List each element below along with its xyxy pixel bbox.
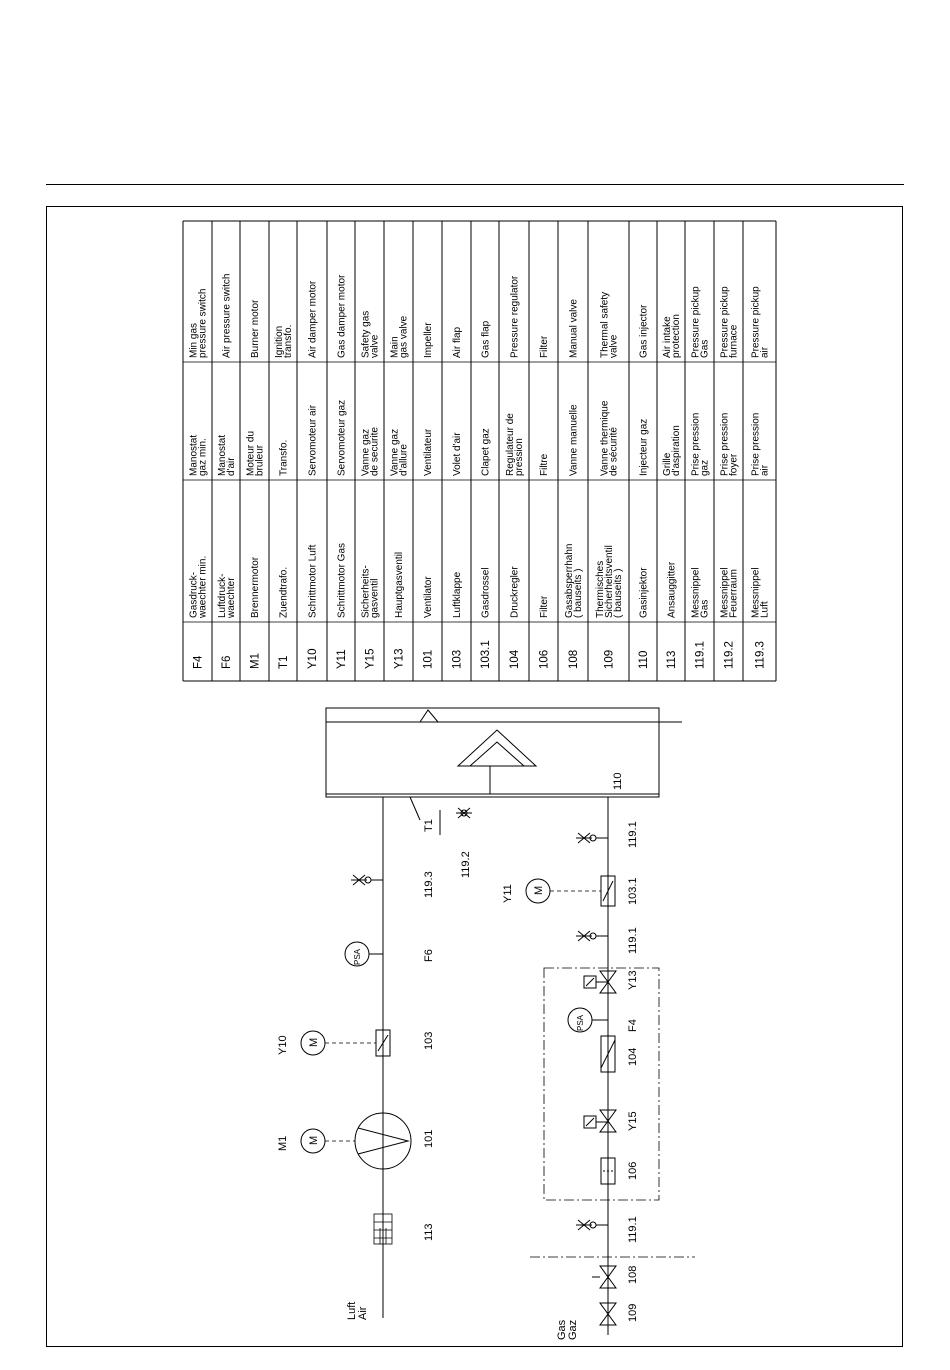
legend-m1-de: Brennermotor bbox=[250, 556, 261, 618]
legend-119-2-fr: foyer bbox=[728, 453, 740, 476]
label-f6: F6 bbox=[423, 949, 435, 962]
legend-f4-de: Gasdruck- bbox=[188, 571, 200, 618]
legend-104-en: Pressure regulator bbox=[509, 275, 521, 358]
legend-y15-fr: de securite bbox=[369, 427, 381, 476]
legend-f6-fr: Manostat bbox=[217, 434, 228, 476]
label-108: 108 bbox=[627, 1265, 639, 1284]
legend-109-code: 109 bbox=[603, 649, 616, 669]
legend-f4-fr: gaz min. bbox=[197, 438, 209, 476]
legend-106-de: Filter bbox=[539, 595, 550, 618]
legend-103-code: 103 bbox=[451, 649, 464, 669]
legend-t1-en: Ignition bbox=[274, 325, 285, 358]
legend-f6-fr: d'air bbox=[226, 457, 237, 476]
legend-y10-en: Air damper motor bbox=[307, 280, 319, 358]
legend-119-1-fr: Prise pression bbox=[690, 412, 702, 476]
label-106: 106 bbox=[627, 1161, 639, 1180]
legend-103-1-de: Gasdrossel bbox=[480, 567, 492, 618]
legend-104-fr: Regulateur de bbox=[505, 413, 516, 476]
label-103: 103 bbox=[423, 1031, 435, 1050]
legend-119-3-en: air bbox=[759, 346, 771, 358]
legend-119-1-de: Gas bbox=[699, 599, 711, 618]
motor-m-3: M bbox=[533, 885, 545, 895]
label-t1: T1 bbox=[423, 819, 435, 832]
legend-113-code: 113 bbox=[666, 650, 678, 669]
label-m1: M1 bbox=[277, 1135, 289, 1151]
legend-y11-code: Y11 bbox=[336, 649, 348, 669]
pressure-nipple-3 bbox=[576, 931, 608, 941]
legend-y15-en: valve bbox=[369, 334, 381, 358]
legend-108-code: 108 bbox=[568, 649, 580, 669]
legend-101-en: Impeller bbox=[423, 322, 434, 358]
legend-y13-en: Main bbox=[389, 336, 401, 358]
legend-108-de: ( bauseits ) bbox=[573, 568, 584, 618]
legend-109-fr: Vanne thermique bbox=[599, 400, 611, 476]
legend-f4-en: Min gas bbox=[188, 322, 200, 358]
legend-y10-de: Schrittmotor Luft bbox=[307, 544, 319, 618]
motor-m-2: M bbox=[308, 1135, 320, 1145]
legend-103-fr: Volet d'air bbox=[452, 432, 463, 476]
legend-f4-en: pressure switch bbox=[197, 288, 209, 358]
label-y10: Y10 bbox=[277, 1035, 289, 1055]
legend-y13-fr: d'allure bbox=[398, 444, 410, 476]
pressure-nipples bbox=[351, 808, 608, 1230]
legend-119-1-fr: gaz bbox=[699, 459, 711, 476]
legend-y15-de: Sicherheits- bbox=[360, 565, 372, 618]
legend-110-fr: Injecteur gaz bbox=[638, 418, 650, 476]
diagram-text bbox=[277, 772, 639, 1340]
legend-y13-de: Hauptgasventil bbox=[394, 551, 405, 618]
legend-103-1-en: Gas flap bbox=[480, 320, 492, 358]
gas-valves bbox=[584, 971, 616, 1325]
label-119-3: 119.3 bbox=[423, 871, 435, 898]
label-f4: F4 bbox=[627, 1019, 639, 1032]
legend-109-fr: de sécurité bbox=[608, 427, 620, 476]
pressure-nipple-1 bbox=[351, 875, 383, 885]
legend-119-3-fr: Prise pression bbox=[750, 412, 762, 476]
psa-text-f4: PSA bbox=[576, 1014, 585, 1031]
legend-m1-code: M1 bbox=[249, 653, 262, 669]
legend-y13-code: Y13 bbox=[393, 648, 406, 669]
label-y15: Y15 bbox=[627, 1111, 639, 1131]
legend-y10-code: Y10 bbox=[307, 648, 319, 669]
legend-m1-en: Burner motor bbox=[250, 299, 261, 358]
legend-106-en: Filter bbox=[539, 335, 550, 358]
label-y11: Y11 bbox=[502, 884, 514, 903]
legend-108-en: Manual valve bbox=[568, 299, 580, 358]
label-113: 113 bbox=[423, 1223, 435, 1241]
separators bbox=[530, 968, 695, 1257]
legend-119-3-de: Luft bbox=[759, 601, 771, 618]
legend-t1-code: T1 bbox=[278, 655, 290, 669]
label-119-1-c: 119.1 bbox=[627, 1216, 639, 1243]
label-109: 109 bbox=[627, 1303, 639, 1322]
gas-label-1: Gas bbox=[556, 1319, 568, 1340]
legend-113-de: Ansauggitter bbox=[666, 561, 678, 618]
legend-t1-de: Zuendtrafo. bbox=[278, 566, 290, 618]
legend-119-3-code: 119.3 bbox=[754, 641, 767, 669]
legend-110-code: 110 bbox=[638, 650, 650, 669]
legend-f4-fr: Manostat bbox=[188, 434, 200, 476]
legend-109-de: ( bauseits ) bbox=[613, 568, 624, 618]
pressure-nipple-5 bbox=[456, 808, 472, 818]
legend-y15-code: Y15 bbox=[364, 648, 377, 669]
legend-104-de: Druckregler bbox=[509, 566, 521, 618]
legend-110-en: Gas injector bbox=[638, 304, 650, 358]
label-101: 101 bbox=[423, 1129, 435, 1148]
legend-109-en: valve bbox=[608, 334, 620, 358]
legend-table bbox=[183, 221, 776, 681]
legend-119-2-fr: Prise pression bbox=[719, 412, 731, 476]
legend-f6-de: Luftdruck- bbox=[217, 573, 228, 618]
legend-m1-fr: bruleur bbox=[254, 444, 266, 476]
burner-head bbox=[326, 708, 682, 797]
legend-113-en: Air intake bbox=[662, 316, 673, 358]
pressure-nipple-2 bbox=[576, 833, 608, 843]
legend-119-3-en: Pressure pickup bbox=[750, 286, 762, 358]
legend-y13-en: gas valve bbox=[398, 315, 410, 358]
legend-108-fr: Vanne manuelle bbox=[568, 404, 580, 476]
legend-119-1-code: 119.1 bbox=[694, 641, 707, 669]
legend-f4-code: F4 bbox=[192, 655, 205, 669]
legend-f4-de: waechter min. bbox=[197, 555, 209, 618]
legend-y15-de: gasventil bbox=[369, 578, 381, 618]
legend-109-de: Thermisches bbox=[595, 560, 606, 618]
legend-103-en: Air flap bbox=[452, 326, 463, 358]
legend-t1-fr: Transfo. bbox=[278, 439, 290, 476]
legend-119-3-fr: air bbox=[759, 464, 771, 476]
label-119-2: 119.2 bbox=[460, 851, 472, 878]
legend-109-en: Thermal safety bbox=[599, 291, 611, 358]
legend-106-fr: Filtre bbox=[539, 453, 550, 476]
legend-113-fr: Grille bbox=[662, 452, 673, 476]
legend-101-fr: Ventilateur bbox=[423, 428, 434, 476]
air-label-2: Air bbox=[357, 1306, 369, 1320]
legend-109-de: Sicherheitsventil bbox=[604, 545, 615, 618]
label-y13: Y13 bbox=[627, 970, 639, 990]
pressure-nipple-4 bbox=[576, 1220, 608, 1230]
air-label-1: Luft bbox=[346, 1301, 358, 1320]
legend-119-2-de: Messnippel bbox=[719, 567, 731, 618]
legend-110-de: Gasinjektor bbox=[638, 567, 650, 618]
psa-text-f6: PSA bbox=[353, 948, 362, 965]
legend-119-2-de: Feuerraum bbox=[728, 569, 740, 618]
legend-y10-fr: Servomoteur air bbox=[307, 404, 319, 476]
legend-119-1-en: Pressure pickup bbox=[690, 286, 702, 358]
legend-f6-de: waechter bbox=[226, 577, 237, 618]
legend-104-fr: pression bbox=[514, 438, 525, 476]
label-104: 104 bbox=[627, 1047, 639, 1066]
legend-113-fr: d'aspiration bbox=[671, 425, 682, 476]
legend-y11-fr: Servomoteur gaz bbox=[336, 399, 348, 476]
legend-108-de: Gasabsperrhahn bbox=[564, 543, 575, 618]
motor-symbols bbox=[301, 879, 550, 1153]
legend-101-de: Ventilator bbox=[423, 576, 434, 618]
psa-switches bbox=[345, 942, 608, 1032]
legend-m1-fr: Moteur du bbox=[245, 430, 257, 476]
legend-119-2-en: Pressure pickup bbox=[719, 286, 731, 358]
legend-103-1-fr: Clapet gaz bbox=[480, 428, 492, 476]
label-110: 110 bbox=[612, 772, 624, 790]
legend-119-1-en: Gas bbox=[699, 339, 711, 358]
legend-y15-en: Safety gas bbox=[360, 310, 372, 358]
legend-y15-fr: Vanne gaz bbox=[360, 428, 372, 476]
legend-y11-en: Gas damper motor bbox=[336, 274, 348, 358]
legend-y11-de: Schrittmotor Gas bbox=[336, 542, 348, 618]
legend-113-en: protection bbox=[671, 314, 682, 358]
legend-y13-fr: Vanne gaz bbox=[389, 428, 401, 476]
gas-label-2: Gaz bbox=[567, 1319, 579, 1340]
legend-f6-code: F6 bbox=[221, 655, 233, 669]
legend-119-3-de: Messnippel bbox=[750, 567, 762, 618]
legend-119-2-code: 119.2 bbox=[723, 641, 736, 669]
legend-106-code: 106 bbox=[538, 649, 551, 669]
legend-f6-en: Air pressure switch bbox=[221, 273, 233, 358]
label-119-1-b: 119.1 bbox=[627, 927, 639, 954]
motor-m-1: M bbox=[308, 1037, 320, 1047]
motor-links bbox=[325, 891, 601, 1141]
legend-101-code: 101 bbox=[422, 649, 435, 669]
legend-119-2-en: furnace bbox=[728, 324, 740, 358]
legend-103-de: Luftklappe bbox=[452, 571, 463, 618]
legend-119-1-de: Messnippel bbox=[690, 567, 702, 618]
legend-t1-en: transfo. bbox=[283, 324, 294, 358]
legend-104-code: 104 bbox=[509, 649, 521, 669]
label-119-1-a: 119.1 bbox=[627, 821, 639, 848]
label-103-1: 103.1 bbox=[627, 877, 639, 905]
legend-103-1-code: 103.1 bbox=[480, 640, 492, 669]
